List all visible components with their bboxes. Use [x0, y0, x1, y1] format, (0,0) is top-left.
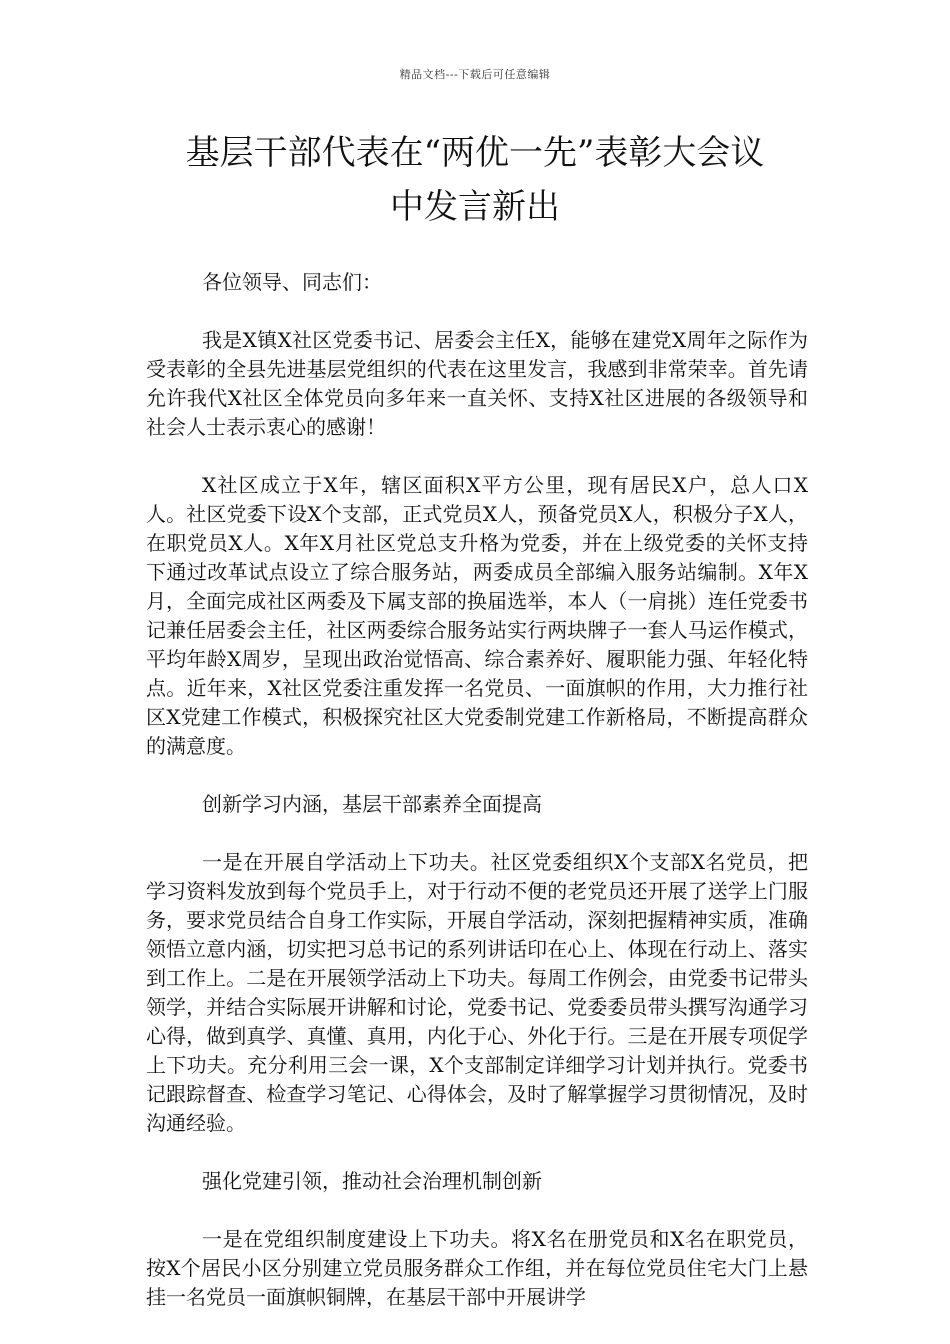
document-title — [120, 126, 830, 234]
title-line-1: 基层干部代表在“两优一先”表彰大会议 — [185, 133, 765, 173]
salutation: 各位领导、同志们： — [202, 270, 382, 294]
title-line-2: 中发言新出 — [390, 187, 560, 227]
section-heading-governance: 强化党建引领，推动社会治理机制创新 — [202, 1169, 542, 1193]
header-note: 精品文档---下载后可任意编辑 — [399, 68, 551, 81]
paragraph-learning: 一是在开展自学活动上下功夫。社区党委组织X个支部X名党员，把学习资料发放到每个党员手上，对于行动不便的老党员还开展了送学上门服务，要求党员结合自身工作实际，开展自学活动，深刻把握精神实质，准确领悟立意内涵，切实把习总书记的系列讲话印在心上、体现在行动上、落实到工作上。二是在开展领学活动上下功夫。每周工作例会，由党委书记带头领学，并结合实际展开讲解和讨论，党委书记、党委委员带头撰写沟通学习心得，做到真学、真懂、真用，内化于心、外化于行。三是在开展专项促学上下功夫。充分利用三会一课，X个支部制定详细学习计划并执行。党委书记跟踪督查、检查学习笔记、心得体会，及时了解掌握学习贯彻情况，及时沟通经验。 — [146, 850, 808, 1135]
paragraph-community-overview: X社区成立于X年，辖区面积X平方公里，现有居民X户，总人口X人。社区党委下设X个支部，正式党员X人，预备党员X人，积极分子X人，在职党员X人。X年X月社区党总支升格为党委，并在上级党委的关怀支持下通过改革试点设立了综合服务站，两委成员全部编入服务站编制。X年X月，全面完成社区两委及下属支部的换届选举，本人（一肩挑）连任党委书记兼任居委会主任，社区两委综合服务站实行两块牌子一套人马运作模式，平均年龄X周岁，呈现出政治觉悟高、综合素养好、履职能力强、年轻化特点。近年来，X社区党委注重发挥一名党员、一面旗帜的作用，大力推行社区X党建工作模式，积极探究社区大党委制党建工作新格局，不断提高群众的满意度。 — [146, 473, 808, 758]
paragraph-governance: 一是在党组织制度建设上下功夫。将X名在册党员和X名在职党员，按X个居民小区分别建立党员服务群众工作组，并在每位党员住宅大门上悬挂一名党员一面旗帜铜牌，在基层干部中开展讲学 — [146, 1227, 808, 1309]
document-body — [146, 268, 808, 1341]
section-heading-learning: 创新学习内涵，基层干部素养全面提高 — [202, 792, 542, 816]
paragraph-intro: 我是X镇X社区党委书记、居委会主任X，能够在建党X周年之际作为受表彰的全县先进基层党组织的代表在这里发言，我感到非常荣幸。首先请允许我代X社区全体党员向多年来一直关怀、支持X社区进展的各级领导和社会人士表示衷心的感谢！ — [146, 328, 808, 439]
